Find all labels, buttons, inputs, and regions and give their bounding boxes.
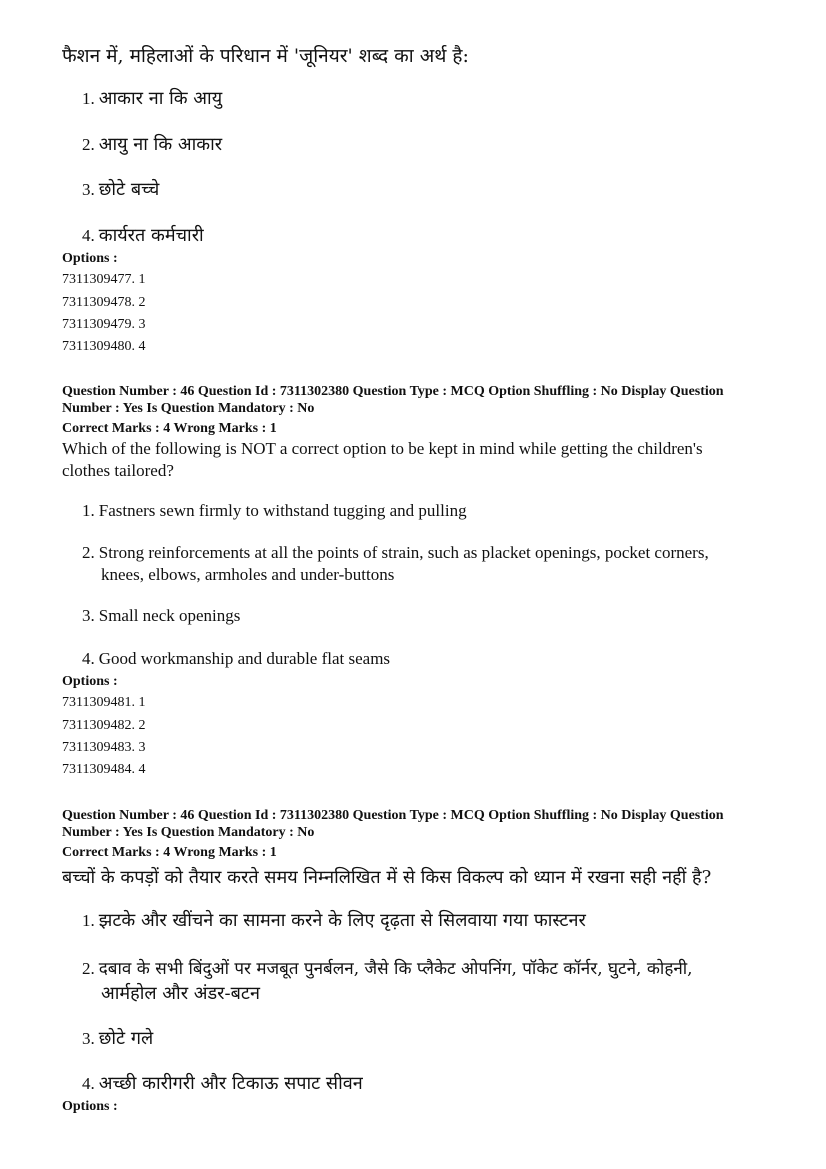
option-item <box>82 134 222 156</box>
option-text: अच्छी कारीगरी और टिकाऊ सपाट सीवन <box>98 1073 363 1094</box>
option-item <box>82 958 693 980</box>
option-id: 7311309482. 2 <box>62 718 146 733</box>
option-item <box>82 225 204 247</box>
marks-line: Correct Marks : 4 Wrong Marks : 1 <box>62 421 277 436</box>
question-text-hindi-1: फैशन में, महिलाओं के परिधान में 'जूनियर' शब्द का अर्थ है: <box>62 45 469 67</box>
option-item <box>82 88 222 110</box>
meta-line: Number : Yes Is Question Mandatory : No <box>62 825 315 840</box>
option-text: आकार ना कि आयु <box>98 88 223 109</box>
option-id: 7311309483. 3 <box>62 740 146 755</box>
option-id: 7311309484. 4 <box>62 762 146 777</box>
option-number: 2. <box>82 135 95 154</box>
meta-line: Question Number : 46 Question Id : 7311302380 Question Type : MCQ Option Shuffling : No Display Question <box>62 384 724 399</box>
options-label: Options : <box>62 251 118 266</box>
question-text-hindi-2: बच्चों के कपड़ों को तैयार करते समय निम्नलिखित में से किस विकल्प को ध्यान में रखना सही नहीं है? <box>62 867 712 888</box>
option-number: 3. <box>82 606 95 625</box>
option-item <box>82 1073 363 1095</box>
option-text: छोटे गले <box>98 1028 154 1049</box>
option-id: 7311309481. 1 <box>62 695 146 710</box>
option-number: 1. <box>82 501 95 520</box>
option-text: झटके और खींचने का सामना करने के लिए दृढ़ता से सिलवाया गया फास्टनर <box>98 910 586 931</box>
option-text: Small neck openings <box>98 606 241 625</box>
option-id: 7311309479. 3 <box>62 317 146 332</box>
option-text: कार्यरत कर्मचारी <box>98 225 204 246</box>
option-number: 4. <box>82 1074 95 1093</box>
option-number: 4. <box>82 226 95 245</box>
option-item <box>82 499 467 522</box>
option-text: Good workmanship and durable flat seams <box>98 649 391 668</box>
question-meta <box>62 383 762 437</box>
option-number: 3. <box>82 180 95 199</box>
option-text: दबाव के सभी बिंदुओं पर मजबूत पुनर्बलन, जैसे कि प्लैकेट ओपनिंग, पॉकेट कॉर्नर, घुटने, कोहनी, <box>98 959 693 979</box>
option-continuation: knees, elbows, armholes and under-buttons <box>101 565 395 584</box>
option-item <box>82 541 709 564</box>
option-item <box>82 1028 153 1050</box>
question-meta <box>62 807 762 861</box>
options-label: Options : <box>62 1099 118 1114</box>
option-text: Fastners sewn firmly to withstand tugging and pulling <box>98 501 467 520</box>
question-line: clothes tailored? <box>62 461 174 480</box>
options-label: Options : <box>62 674 118 689</box>
marks-line: Correct Marks : 4 Wrong Marks : 1 <box>62 845 277 860</box>
option-number: 2. <box>82 959 95 978</box>
option-id: 7311309480. 4 <box>62 339 146 354</box>
option-number: 4. <box>82 649 95 668</box>
option-item <box>82 179 159 201</box>
question-line: Which of the following is NOT a correct option to be kept in mind while getting the children's <box>62 439 703 458</box>
option-number: 2. <box>82 543 95 562</box>
option-number: 3. <box>82 1029 95 1048</box>
option-continuation: आर्महोल और अंडर-बटन <box>101 983 260 1004</box>
meta-line: Number : Yes Is Question Mandatory : No <box>62 401 315 416</box>
option-number: 1. <box>82 911 95 930</box>
option-item <box>82 604 240 627</box>
meta-line: Question Number : 46 Question Id : 7311302380 Question Type : MCQ Option Shuffling : No Display Question <box>62 808 724 823</box>
option-number: 1. <box>82 89 95 108</box>
question-text-english <box>62 438 762 482</box>
option-text: छोटे बच्चे <box>98 179 160 200</box>
option-text: Strong reinforcements at all the points of strain, such as placket openings, pocket corners, <box>98 543 709 562</box>
option-item <box>82 647 390 670</box>
option-id: 7311309477. 1 <box>62 272 146 287</box>
option-id: 7311309478. 2 <box>62 295 146 310</box>
option-item <box>82 910 586 932</box>
option-text: आयु ना कि आकार <box>98 134 223 155</box>
